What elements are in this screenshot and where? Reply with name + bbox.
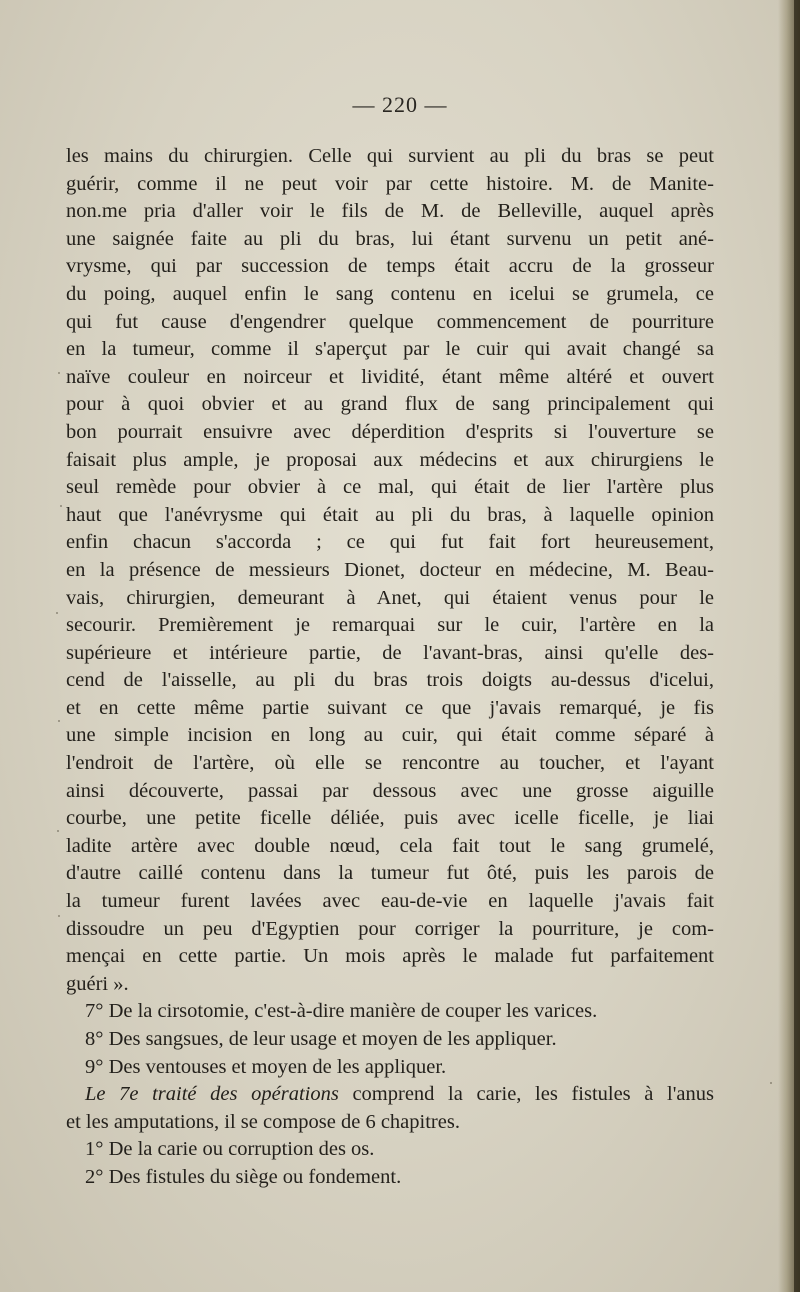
list-item: 7° De la cirsotomie, c'est-à-dire manière de couper les varices. — [85, 1000, 598, 1023]
chapter-item: 2° Des fistules du siège ou fondement. — [85, 1165, 402, 1188]
list-item: 8° Des sangsues, de leur usage et moyen de les appliquer. — [85, 1028, 557, 1050]
traite-text: comprend la carie, les fistules à l'anus — [338, 1083, 714, 1106]
text-line: en la présence de messieurs Dionet, docteur en médecine, M. Beau- — [66, 558, 714, 581]
paper-speck — [57, 830, 59, 832]
text-line: courbe, une petite ficelle déliée, puis avec icelle ficelle, je liai — [66, 807, 714, 830]
paper-speck — [770, 1082, 772, 1084]
text-line: vais, chirurgien, demeurant à Anet, qui étaient venus pour le — [66, 586, 714, 609]
text-line: ainsi découverte, passai par dessous avec une grosse aiguille — [66, 779, 714, 802]
paper-speck — [58, 915, 60, 917]
text-line: naïve couleur en noirceur et lividité, étant même altéré et ouvert — [66, 365, 714, 388]
text-line: guérir, comme il ne peut voir par cette histoire. M. de Manite- — [66, 172, 714, 195]
paper-speck — [58, 720, 60, 722]
traite-line — [66, 1081, 714, 1109]
chapter-item: 1° De la carie ou corruption des os. — [85, 1138, 375, 1161]
page-text — [66, 143, 714, 1192]
text-line: haut que l'anévrysme qui était au pli du bras, à laquelle opinion — [66, 503, 714, 526]
text-line: non.me pria d'aller voir le fils de M. de Belleville, auquel après — [66, 200, 714, 223]
text-line: du poing, auquel enfin le sang contenu en icelui se grumela, ce — [66, 282, 714, 305]
text-line: d'autre caillé contenu dans la tumeur fut ôté, puis les parois de — [66, 862, 714, 885]
text-line: supérieure et intérieure partie, de l'avant-bras, ainsi qu'elle des- — [66, 641, 714, 664]
text-line: dissoudre un peu d'Egyptien pour corriger la pourriture, je com- — [66, 917, 714, 940]
paper-speck — [60, 505, 62, 507]
text-line: secourir. Premièrement je remarquai sur le cuir, l'artère en la — [66, 614, 714, 637]
text-line: les mains du chirurgien. Celle qui survient au pli du bras se peut — [66, 145, 714, 167]
text-line: cend de l'aisselle, au pli du bras trois doigts au-dessus d'icelui, — [66, 669, 714, 692]
text-line: mençai en cette partie. Un mois après le malade fut parfaitement — [66, 945, 714, 968]
page-number: — 220 — — [352, 92, 448, 117]
traite-title: Le 7e traité des opérations — [85, 1083, 339, 1106]
text-line: et en cette même partie suivant ce que j'avais remarqué, je fis — [66, 696, 714, 719]
text-line: seul remède pour obvier à ce mal, qui était de lier l'artère plus — [66, 476, 714, 499]
text-line: l'endroit de l'artère, où elle se rencontre au toucher, et l'ayant — [66, 752, 714, 775]
paper-speck — [56, 612, 58, 614]
text-line: pour à quoi obvier et au grand flux de sang principalement qui — [66, 393, 714, 416]
list-item: 9° Des ventouses et moyen de les appliquer. — [85, 1055, 447, 1078]
text-line: enfin chacun s'accorda ; ce qui fut fait fort heureusement, — [66, 531, 714, 554]
text-line: qui fut cause d'engendrer quelque commencement de pourriture — [66, 310, 714, 333]
text-line: et les amputations, il se compose de 6 chapitres. — [66, 1110, 460, 1133]
binding-strip — [794, 0, 800, 1292]
text-line: guéri ». — [66, 972, 129, 995]
paper-speck — [58, 372, 60, 374]
text-line: bon pourrait ensuivre avec déperdition d'esprits si l'ouverture se — [66, 420, 714, 443]
text-line: la tumeur furent lavées avec eau-de-vie en laquelle j'avais fait — [66, 890, 714, 913]
text-line: faisait plus ample, je proposai aux médecins et aux chirurgiens le — [66, 448, 714, 471]
text-line: ladite artère avec double nœud, cela fait tout le sang grumelé, — [66, 834, 714, 857]
text-line: en la tumeur, comme il s'aperçut par le cuir qui avait changé sa — [66, 338, 714, 361]
text-line: vrysme, qui par succession de temps était accru de la grosseur — [66, 255, 714, 278]
text-line: une simple incision en long au cuir, qui était comme séparé à — [66, 724, 714, 747]
text-line: une saignée faite au pli du bras, lui étant survenu un petit ané- — [66, 227, 714, 250]
